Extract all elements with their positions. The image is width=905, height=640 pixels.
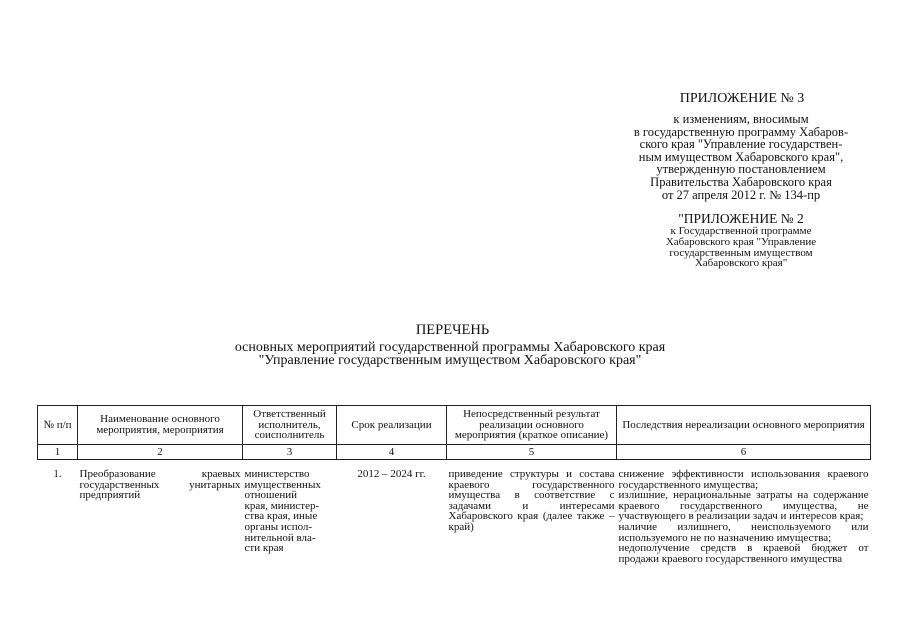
document-subtitle bbox=[140, 342, 760, 367]
column-number: 4 bbox=[337, 445, 447, 460]
executor-line: ства края, иные bbox=[244, 510, 318, 523]
header-consequences: Последствия нереализации основного мероприятия bbox=[617, 406, 871, 445]
row-measure-name: Преобразование краевых государственных унитарных предприятий bbox=[79, 468, 241, 502]
column-number: 6 bbox=[617, 445, 871, 460]
appendix2-text bbox=[618, 226, 864, 269]
executor-line: органы испол- bbox=[244, 520, 313, 533]
table-header-row bbox=[38, 406, 871, 445]
appendix3-line: от 27 апреля 2012 г. № 134-пр bbox=[661, 187, 821, 202]
appendix3-line: ным имуществом Хабаровского края", bbox=[638, 149, 844, 164]
column-number-row bbox=[38, 445, 871, 460]
column-number: 3 bbox=[243, 445, 337, 460]
consequence-item: недополучение средств в краевой бюджет от продажи краевого государственного имущества bbox=[618, 542, 869, 565]
executor-line: края, министер- bbox=[244, 499, 320, 512]
appendix3-text bbox=[596, 113, 886, 201]
column-number: 1 bbox=[38, 445, 78, 460]
row-number: 1. bbox=[53, 468, 62, 480]
appendix2-title: "ПРИЛОЖЕНИЕ № 2 bbox=[678, 211, 804, 226]
consequence-item: излишние, нерациональные затраты на содержание краевого государственного имущества, не участвующего в реализации задач и интересов края; bbox=[618, 489, 869, 523]
appendix3-line: к изменениям, вносимым bbox=[673, 112, 809, 126]
header-number: № п/п bbox=[38, 406, 78, 445]
column-number: 5 bbox=[447, 445, 617, 460]
row-result: приведение структуры и состава краевого государственного имущества в соответствие с задачами и интересами Хабаровского края (далее также – край) bbox=[448, 468, 615, 533]
header-executor: Ответственный исполнитель, соисполнитель bbox=[243, 406, 337, 445]
executor-line: сти края bbox=[244, 542, 284, 555]
document-subtitle-line: основных мероприятий государственной программы Хабаровского края bbox=[234, 340, 666, 355]
header-measure-name: Наименование основного мероприятия, мероприятия bbox=[78, 406, 243, 445]
appendix3-line: в государственную программу Хабаров- bbox=[633, 124, 849, 139]
appendix3-line: Правительства Хабаровского края bbox=[650, 174, 832, 189]
appendix3-title: ПРИЛОЖЕНИЕ № 3 bbox=[679, 91, 805, 106]
measures-table bbox=[37, 405, 871, 599]
row-period: 2012 – 2024 гг. bbox=[357, 468, 426, 480]
column-number: 2 bbox=[78, 445, 243, 460]
appendix2-line: Хабаровского края "Управление bbox=[665, 235, 817, 248]
row-executor bbox=[243, 460, 337, 600]
executor-line: нительной вла- bbox=[244, 531, 316, 544]
header-result: Непосредственный результат реализации основного мероприятия (краткое описание) bbox=[447, 406, 617, 445]
appendix3-line: утвержденную постановлением bbox=[656, 162, 826, 177]
header-period: Срок реализации bbox=[337, 406, 447, 445]
executor-line: министерство bbox=[244, 468, 310, 480]
document-subtitle-line: "Управление государственным имуществом Хабаровского края" bbox=[258, 352, 642, 368]
executor-line: имущественных bbox=[244, 478, 321, 491]
appendix2-line: к Государственной программе bbox=[670, 225, 812, 237]
table-row bbox=[38, 460, 871, 600]
consequence-item: снижение эффективности использования краевого государственного имущества; bbox=[618, 468, 869, 491]
appendix2-line: Хабаровского края" bbox=[694, 257, 788, 270]
consequence-item: наличие излишнего, неиспользуемого или используемого не по назначению имущества; bbox=[618, 520, 869, 544]
appendix2-line: государственным имуществом bbox=[669, 246, 813, 259]
document-title: ПЕРЕЧЕНЬ bbox=[415, 322, 490, 338]
appendix3-line: ского края "Управление государствен- bbox=[639, 137, 843, 152]
row-consequences bbox=[617, 460, 871, 600]
executor-line: отношений bbox=[244, 489, 298, 502]
